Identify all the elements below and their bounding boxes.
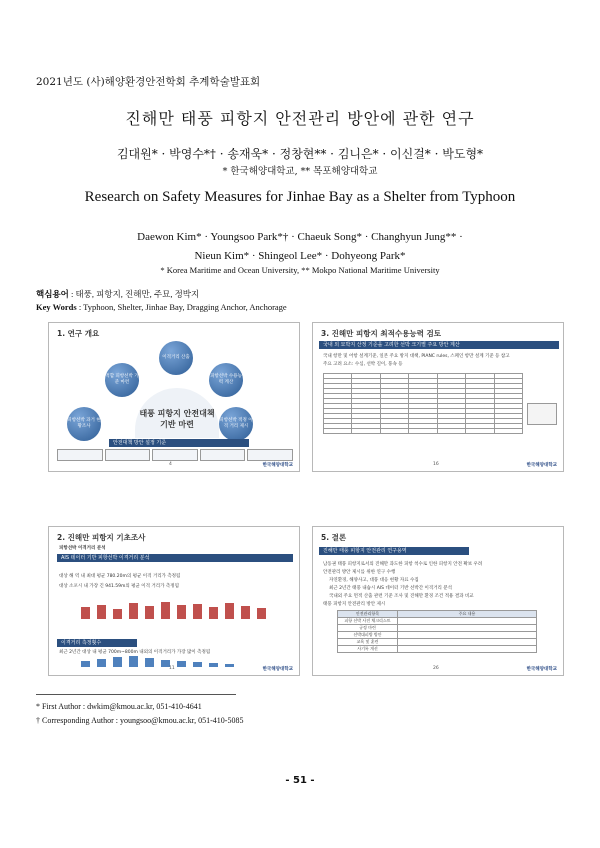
slide-conclusion bbox=[312, 526, 564, 676]
footnote-divider bbox=[36, 694, 236, 695]
korean-title: 진해만 태풍 피항지 안전관리 방안에 관한 연구 bbox=[125, 109, 475, 128]
bullet-item: 주요 고려 요소: 수심, 선박 길이, 풍속 등 bbox=[323, 362, 403, 367]
section-bar: 진해만 태풍 피항지 안전관리 연구용역 bbox=[319, 547, 469, 555]
criteria-boxes bbox=[57, 449, 293, 461]
capacity-table bbox=[323, 373, 523, 434]
bullet-item: 대상 해 역 내 최대 평균 780.20m의 평균 이격 거리가 측정됨 bbox=[59, 574, 181, 579]
slide-title: 5. 결론 bbox=[321, 533, 347, 542]
bullet-item: 남동권 태풍 피항지로서의 진해만 과도한 피항 척수로 인한 피항지 안전 확보 우려 bbox=[323, 562, 483, 567]
footnote-corresponding-author: † Corresponding Author : youngsoo@kmou.ac.kr, 051-410-5085 bbox=[36, 716, 244, 725]
english-authors-line-2: Nieun Kim* · Shingeol Lee* · Dohyeong Park* bbox=[194, 250, 406, 262]
keywords-korean-text: : 태풍, 피항지, 진해만, 주묘, 정박지 bbox=[68, 289, 200, 299]
criteria-box bbox=[57, 449, 103, 461]
university-logo: 한국해양대학교 bbox=[526, 463, 557, 468]
criteria-box bbox=[152, 449, 198, 461]
english-authors-line-1: Daewon Kim* · Youngsoo Park*† · Chaeuk Song* · Changhyun Jung** · bbox=[137, 231, 463, 243]
criteria-bar: 안전대책 방안 설정 기준 bbox=[109, 439, 249, 447]
korean-authors: 김대원* · 박영수*† · 송재욱* · 정창현** · 김니은* · 이신걸* · 박도형* bbox=[116, 147, 484, 161]
table-cell: 선박대피방 방안 bbox=[338, 632, 398, 639]
chart-bar bbox=[81, 607, 90, 619]
chart-bar bbox=[225, 664, 234, 667]
center-goal: 태풍 피항지 안전대책 기반 마련 bbox=[135, 388, 219, 438]
chart-bar bbox=[225, 603, 234, 619]
chart-bar bbox=[193, 662, 202, 667]
safety-measures-table bbox=[337, 610, 537, 653]
slide-capacity-review bbox=[312, 322, 564, 472]
chart-bar bbox=[97, 605, 106, 619]
keywords-korean-label: 핵심용어 bbox=[36, 289, 69, 299]
bullet-item: 대상 소포시 내 가장 긴 941.59m의 평균 이격 거리가 측정됨 bbox=[59, 584, 179, 589]
table-note-box bbox=[527, 403, 557, 425]
university-logo: 한국해양대학교 bbox=[526, 667, 557, 672]
bullet-item: 안전관리 방안 제시를 위한 연구 수행 bbox=[323, 570, 396, 575]
chart-bar bbox=[129, 656, 138, 667]
chart-bar bbox=[209, 663, 218, 667]
university-logo: 한국해양대학교 bbox=[262, 463, 293, 468]
chart-bar bbox=[193, 604, 202, 619]
slide-title: 1. 연구 개요 bbox=[57, 329, 100, 338]
english-affiliations: * Korea Maritime and Ocean University, ** Mokpo National Maritime University bbox=[160, 265, 440, 275]
criteria-box bbox=[200, 449, 246, 461]
keywords-english bbox=[36, 302, 287, 312]
chart-bar bbox=[177, 605, 186, 619]
diagram-node: 피항선박 과거 현황조사 bbox=[67, 407, 101, 441]
criteria-box bbox=[247, 449, 293, 461]
slide-number: 26 bbox=[433, 666, 439, 671]
table-cell: 규정 마련 bbox=[338, 625, 398, 632]
korean-affiliations: * 한국해양대학교, ** 목포해양대학교 bbox=[222, 166, 378, 177]
chart-bar bbox=[81, 661, 90, 667]
chart-bar bbox=[97, 659, 106, 667]
section-bar: AIS 데이터 기반 피항선박 이격거리 분석 bbox=[57, 554, 293, 562]
diagram-node: 적합 피항선박 기준 마련 bbox=[105, 363, 139, 397]
chart-bar bbox=[257, 608, 266, 619]
slide-number: 11 bbox=[169, 666, 175, 671]
table-header-cell: 주요 내용 bbox=[398, 611, 537, 618]
conference-header: 2021년도 (사)해양환경안전학회 추계학술발표회 bbox=[36, 76, 261, 88]
page-number: - 51 - bbox=[285, 775, 315, 786]
slide-title: 2. 진해만 피항지 기초조사 bbox=[57, 533, 146, 542]
bullet-item: 국내 항만 및 어항 설계기준, 일본 주요 방지 대책, PIANC rules, 스페인 항만 설계 기준 등 참고 bbox=[323, 354, 510, 359]
slide-research-overview bbox=[48, 322, 300, 472]
chart-bar bbox=[161, 602, 170, 619]
keywords-korean bbox=[36, 288, 199, 300]
bullet-item: 최근 2년간 태풍 내습시 AIS 데이터 기반 선박간 이격거리 분석 bbox=[329, 586, 452, 591]
chart-bar bbox=[177, 661, 186, 667]
slide-number: 16 bbox=[433, 462, 439, 467]
measurement-count-bar: 이격거리 측정횟수 bbox=[57, 639, 137, 647]
table-header-cell: 안전관리항목 bbox=[338, 611, 398, 618]
chart-bar bbox=[145, 658, 154, 667]
distance-bar-chart bbox=[79, 597, 279, 623]
keywords-english-text: : Typhoon, Shelter, Jinhae Bay, Dragging Anchor, Anchorage bbox=[76, 302, 287, 312]
slide-basic-survey bbox=[48, 526, 300, 676]
diagram-node: 피항선박 수용능력 계산 bbox=[209, 363, 243, 397]
chart-bar bbox=[113, 609, 122, 619]
chart-bar bbox=[145, 606, 154, 619]
table-cell: 피항 선박 사전 체크리스트 bbox=[338, 618, 398, 625]
bullet-item: 태풍 피항지 안전관리 방안 제시 bbox=[323, 602, 386, 607]
english-authors bbox=[0, 228, 600, 266]
slide-number: 4 bbox=[169, 462, 172, 467]
footnote-first-author: * First Author : dwkim@kmou.ac.kr, 051-410-4641 bbox=[36, 702, 202, 711]
chart-bar bbox=[129, 603, 138, 619]
section-bar: 국내 외 묘박지 산정 기준을 고려한 선박 크기별 주요 방안 계산 bbox=[319, 341, 559, 349]
keywords-english-label: Key Words bbox=[36, 302, 77, 312]
chart-bar bbox=[113, 657, 122, 667]
diagram-node: 피항선박 적정 이격 거리 제시 bbox=[219, 407, 253, 441]
bullet-item: 최근 2년간 대상 내 평균 700m~800m 내외의 이격거리가 가장 많이 측정됨 bbox=[59, 650, 211, 655]
count-bar-chart bbox=[79, 655, 279, 667]
diagram-node: 이격거리 산출 bbox=[159, 341, 193, 375]
criteria-box bbox=[105, 449, 151, 461]
chart-bar bbox=[209, 607, 218, 619]
table-cell: 교육 및 훈련 bbox=[338, 639, 398, 646]
subsection-heading: 피항선박 이격거리 분석 bbox=[59, 546, 106, 551]
chart-bar bbox=[241, 606, 250, 619]
english-title: Research on Safety Measures for Jinhae Bay as a Shelter from Typhoon bbox=[84, 189, 516, 205]
table-cell: 사기록 개선 bbox=[338, 646, 398, 653]
bullet-item: 국내외 주요 면적 산출 관련 기준 조사 및 진해만 환경 조건 적용 결과 비교 bbox=[329, 594, 474, 599]
bullet-item: 자연환경, 해양사고, 대풍 대응 현황 자료 수집 bbox=[329, 578, 419, 583]
slide-title: 3. 진해만 피항지 최적수용능력 검토 bbox=[321, 329, 441, 338]
university-logo: 한국해양대학교 bbox=[262, 667, 293, 672]
